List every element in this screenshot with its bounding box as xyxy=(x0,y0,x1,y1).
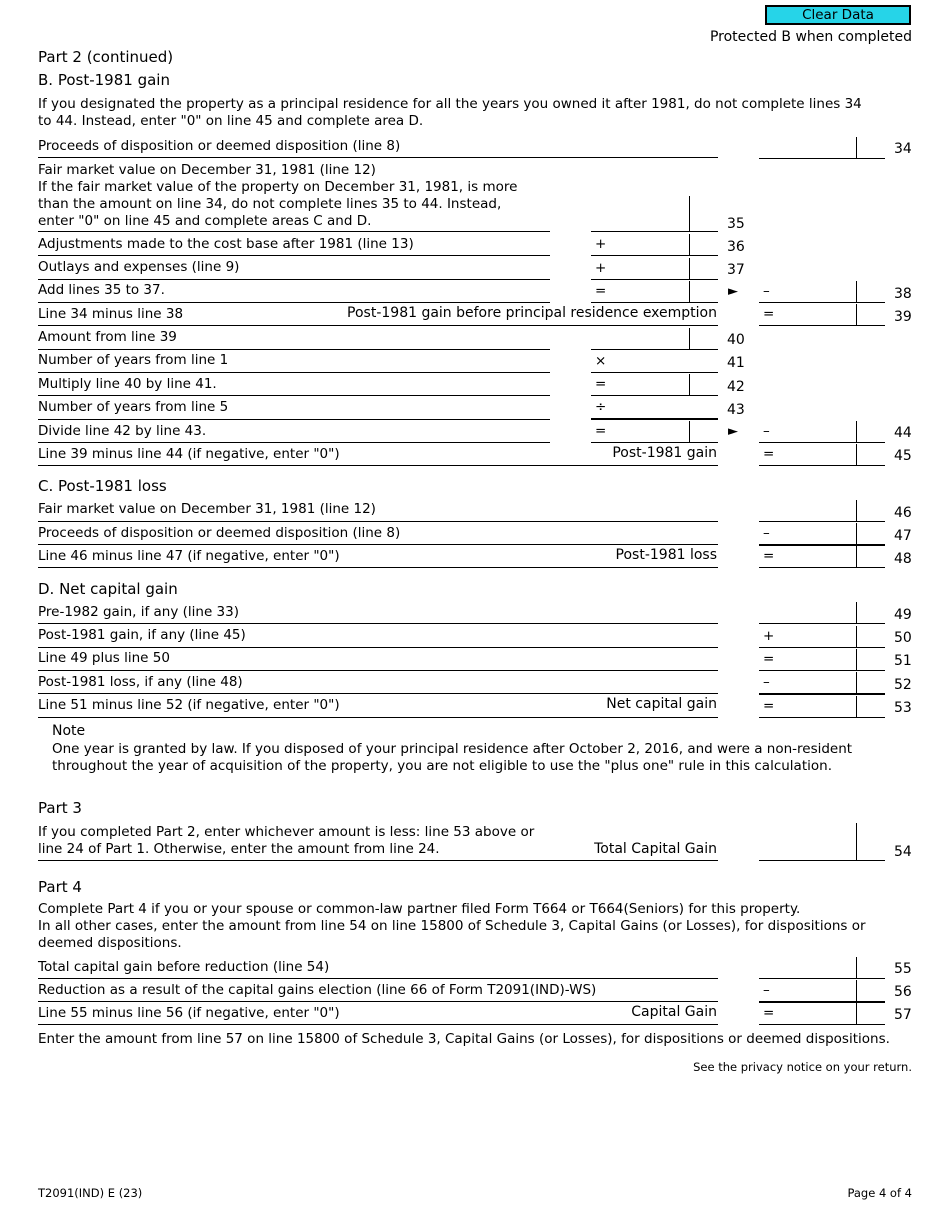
line-number: 45 xyxy=(894,448,912,464)
line-50-amount-field[interactable] xyxy=(759,626,885,648)
form-id: T2091(IND) E (23) xyxy=(38,1186,143,1200)
cents-divider xyxy=(689,374,690,395)
section-d-title: D. Net capital gain xyxy=(38,580,178,598)
line-number: 50 xyxy=(894,630,912,646)
privacy-notice: See the privacy notice on your return. xyxy=(693,1060,912,1074)
plus-sign: + xyxy=(763,628,775,644)
cents-divider xyxy=(689,234,690,255)
cents-divider xyxy=(856,444,857,465)
note-text: One year is granted by law. If you disposed of your principal residence after October 2, 2016, and were a non-resident throughout the year of acquisition of the property, you are not eligible to use the "plus one" rule in this calculation. xyxy=(52,741,853,774)
line-34-label: Proceeds of disposition or deemed disposition (line 8) xyxy=(38,138,401,154)
line-34-rule xyxy=(38,157,718,158)
line-41-years-field[interactable] xyxy=(591,351,718,373)
line-51-label: Line 49 plus line 50 xyxy=(38,650,170,666)
cents-divider xyxy=(856,546,857,567)
cents-divider xyxy=(856,500,857,521)
line-44-amount-field[interactable] xyxy=(759,421,885,443)
cents-divider xyxy=(856,649,857,670)
line-number: 41 xyxy=(727,355,745,371)
line-48-rule xyxy=(38,567,718,568)
line-36-rule xyxy=(38,255,550,256)
clear-data-button[interactable]: Clear Data xyxy=(765,5,911,25)
line-40-rule xyxy=(38,349,550,350)
minus-sign: – xyxy=(763,283,770,299)
cents-divider xyxy=(856,823,857,860)
line-50-rule xyxy=(38,647,718,648)
line-47-label: Proceeds of disposition or deemed disposition (line 8) xyxy=(38,525,401,541)
equals-sign: = xyxy=(763,306,775,322)
line-35-label: Fair market value on December 31, 1981 (line 12) xyxy=(38,162,376,178)
protected-status: Protected B when completed xyxy=(709,29,912,45)
line-46-label: Fair market value on December 31, 1981 (line 12) xyxy=(38,501,376,517)
line-55-rule xyxy=(38,978,718,979)
line-57-amount-field[interactable] xyxy=(759,1003,885,1025)
note-title: Note xyxy=(52,723,86,739)
equals-sign: = xyxy=(763,1005,775,1021)
section-b-title: B. Post-1981 gain xyxy=(38,71,170,89)
plus-sign: + xyxy=(595,260,607,276)
line-53-result-label: Net capital gain xyxy=(606,696,717,712)
line-57-label: Line 55 minus line 56 (if negative, enter "0") xyxy=(38,1005,340,1021)
line-number: 35 xyxy=(727,216,745,232)
times-sign: × xyxy=(595,353,607,369)
line-43-rule xyxy=(38,419,550,420)
section-c-title: C. Post-1981 loss xyxy=(38,477,167,495)
section-b-intro: If you designated the property as a principal residence for all the years you owned it after 1981, do not complete lines 34 to 44. Instead, enter "0" on line 45 and complete area D. xyxy=(38,96,862,129)
line-number: 56 xyxy=(894,984,912,1000)
line-36-amount-field[interactable] xyxy=(591,234,718,256)
line-number: 37 xyxy=(727,262,745,278)
cents-divider xyxy=(689,258,690,279)
cents-divider xyxy=(856,523,857,544)
line-number: 46 xyxy=(894,505,912,521)
line-41-rule xyxy=(38,372,550,373)
line-35-amount-field[interactable] xyxy=(591,196,718,232)
cents-divider xyxy=(856,281,857,302)
line-43-years-field[interactable] xyxy=(591,397,718,420)
line-number: 40 xyxy=(727,332,745,348)
cents-divider xyxy=(856,957,857,978)
line-49-rule xyxy=(38,623,718,624)
line-number: 39 xyxy=(894,309,912,325)
line-42-label: Multiply line 40 by line 41. xyxy=(38,376,217,392)
line-54-amount-field[interactable] xyxy=(759,823,885,861)
line-38-amount-field[interactable] xyxy=(759,281,885,303)
cents-divider xyxy=(856,421,857,442)
line-48-result-label: Post-1981 loss xyxy=(615,547,717,563)
line-57-rule xyxy=(38,1024,718,1025)
line-47-rule xyxy=(38,544,718,545)
cents-divider xyxy=(856,696,857,717)
line-44-rule xyxy=(38,442,550,443)
line-46-amount-field[interactable] xyxy=(759,500,885,522)
line-number: 52 xyxy=(894,677,912,693)
arrow-icon: ► xyxy=(728,284,738,299)
equals-sign: = xyxy=(595,376,607,392)
line-number: 54 xyxy=(894,844,912,860)
line-51-amount-field[interactable] xyxy=(759,649,885,671)
part3-result-label: Total Capital Gain xyxy=(594,841,717,857)
line-53-rule xyxy=(38,717,718,718)
line-50-label: Post-1981 gain, if any (line 45) xyxy=(38,627,246,643)
line-number: 34 xyxy=(894,141,912,157)
minus-sign: – xyxy=(763,674,770,690)
cents-divider xyxy=(856,1003,857,1024)
line-number: 38 xyxy=(894,286,912,302)
line-45-rule xyxy=(38,465,718,466)
part4-intro-2: In all other cases, enter the amount from line 54 on line 15800 of Schedule 3, Capital Gains (or Losses), for dispositions or deemed dispositions. xyxy=(38,918,866,951)
line-52-label: Post-1981 loss, if any (line 48) xyxy=(38,674,243,690)
part3-text: If you completed Part 2, enter whichever amount is less: line 53 above or line 24 of Part 1. Otherwise, enter the amount from line 24. xyxy=(38,824,535,857)
part3-title: Part 3 xyxy=(38,799,82,817)
line-39-amount-field[interactable] xyxy=(759,304,885,326)
line-37-amount-field[interactable] xyxy=(591,258,718,280)
line-number: 57 xyxy=(894,1007,912,1023)
line-number: 53 xyxy=(894,700,912,716)
line-48-label: Line 46 minus line 47 (if negative, enter "0") xyxy=(38,548,340,564)
line-38-rule xyxy=(38,302,550,303)
equals-sign: = xyxy=(763,651,775,667)
part2-title: Part 2 (continued) xyxy=(38,48,174,66)
cents-divider xyxy=(856,602,857,623)
line-42-amount-field[interactable] xyxy=(591,374,718,396)
cents-divider xyxy=(856,672,857,693)
line-35-instruction: If the fair market value of the property on December 31, 1981, is more than the amount on line 34, do not complete lines 35 to 44. Instead, enter "0" on line 45 and complete areas C and D. xyxy=(38,179,518,229)
minus-sign: – xyxy=(763,982,770,998)
cents-divider xyxy=(689,281,690,302)
line-39-label: Line 34 minus line 38 xyxy=(38,306,184,322)
cents-divider xyxy=(689,196,690,231)
line-52-amount-field[interactable] xyxy=(759,672,885,695)
line-53-amount-field[interactable] xyxy=(759,696,885,718)
line-35-rule xyxy=(38,231,550,232)
line-56-rule xyxy=(38,1001,718,1002)
arrow-icon: ► xyxy=(728,424,738,439)
line-36-label: Adjustments made to the cost base after 1981 (line 13) xyxy=(38,236,414,252)
line-37-label: Outlays and expenses (line 9) xyxy=(38,259,240,275)
cents-divider xyxy=(856,980,857,1001)
equals-sign: = xyxy=(763,446,775,462)
line-52-rule xyxy=(38,693,718,694)
line-55-label: Total capital gain before reduction (line 54) xyxy=(38,959,330,975)
line-number: 44 xyxy=(894,425,912,441)
line-56-amount-field[interactable] xyxy=(759,980,885,1003)
line-49-amount-field[interactable] xyxy=(759,602,885,624)
line-45-amount-field[interactable] xyxy=(759,444,885,466)
line-43-label: Number of years from line 5 xyxy=(38,399,229,415)
divide-sign: ÷ xyxy=(595,399,607,415)
line-37-rule xyxy=(38,279,550,280)
line-42-rule xyxy=(38,395,550,396)
line-number: 51 xyxy=(894,653,912,669)
part4-title: Part 4 xyxy=(38,878,82,896)
line-46-rule xyxy=(38,521,718,522)
equals-sign: = xyxy=(763,698,775,714)
cents-divider xyxy=(856,304,857,325)
line-44-subtotal-field[interactable] xyxy=(591,421,718,443)
line-number: 42 xyxy=(727,379,745,395)
line-49-label: Pre-1982 gain, if any (line 33) xyxy=(38,604,239,620)
line-45-result-label: Post-1981 gain xyxy=(612,445,717,461)
line-53-label: Line 51 minus line 52 (if negative, enter "0") xyxy=(38,697,340,713)
line-number: 49 xyxy=(894,607,912,623)
line-41-label: Number of years from line 1 xyxy=(38,352,229,368)
line-44-label: Divide line 42 by line 43. xyxy=(38,423,207,439)
equals-sign: = xyxy=(595,423,607,439)
line-54-rule xyxy=(38,860,718,861)
line-39-rule xyxy=(38,325,718,326)
part4-closing: Enter the amount from line 57 on line 15800 of Schedule 3, Capital Gains (or Losses), for dispositions or deemed dispositions. xyxy=(38,1031,890,1047)
plus-sign: + xyxy=(595,236,607,252)
line-number: 36 xyxy=(727,239,745,255)
line-55-amount-field[interactable] xyxy=(759,957,885,979)
equals-sign: = xyxy=(595,283,607,299)
line-47-amount-field[interactable] xyxy=(759,523,885,546)
cents-divider xyxy=(856,626,857,647)
line-45-label: Line 39 minus line 44 (if negative, enter "0") xyxy=(38,446,340,462)
line-40-amount-field[interactable] xyxy=(591,328,718,350)
part4-intro-1: Complete Part 4 if you or your spouse or common-law partner filed Form T664 or T664(Seniors) for this property. xyxy=(38,901,801,917)
line-38-label: Add lines 35 to 37. xyxy=(38,282,165,298)
cents-divider xyxy=(689,328,690,349)
line-40-label: Amount from line 39 xyxy=(38,329,177,345)
line-number: 48 xyxy=(894,551,912,567)
line-number: 55 xyxy=(894,961,912,977)
equals-sign: = xyxy=(763,548,775,564)
line-number: 43 xyxy=(727,402,745,418)
line-51-rule xyxy=(38,670,718,671)
line-number: 47 xyxy=(894,528,912,544)
line-48-amount-field[interactable] xyxy=(759,546,885,568)
line-57-result-label: Capital Gain xyxy=(631,1004,717,1020)
minus-sign: – xyxy=(763,423,770,439)
page-number: Page 4 of 4 xyxy=(847,1186,912,1200)
cents-divider xyxy=(689,421,690,442)
line-38-subtotal-field[interactable] xyxy=(591,281,718,303)
line-56-label: Reduction as a result of the capital gains election (line 66 of Form T2091(IND)-WS) xyxy=(38,982,597,998)
line-34-amount-field[interactable] xyxy=(759,137,885,159)
line-39-result-label: Post-1981 gain before principal residence exemption xyxy=(347,305,717,321)
cents-divider xyxy=(856,137,857,158)
minus-sign: – xyxy=(763,525,770,541)
